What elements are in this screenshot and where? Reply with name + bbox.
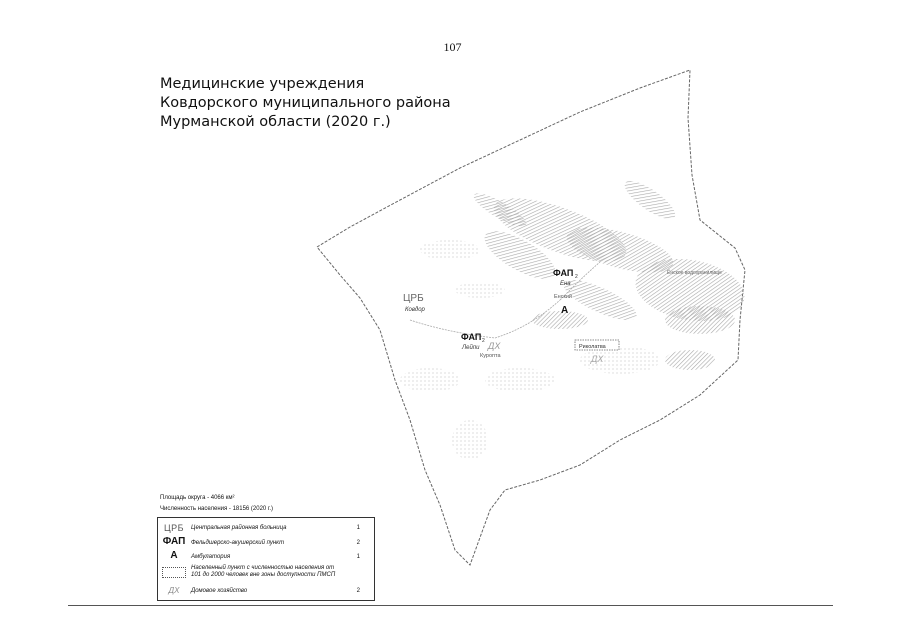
legend-count: 1: [356, 525, 360, 531]
legend-count: 1: [356, 554, 360, 560]
bottom-rule: [68, 605, 833, 606]
legend-row-fap: [158, 536, 374, 550]
fap-ena-label: Ена: [560, 281, 571, 287]
map-legend: [157, 517, 375, 601]
title-line-1: Медицинские учреждения: [160, 76, 365, 92]
legend-text: Домовое хозяйство: [191, 588, 248, 594]
amb-yonsky-label: Енский: [554, 294, 573, 300]
dx-kuropta-label: Куропта: [480, 353, 501, 359]
district-stats: [160, 493, 273, 515]
settlement-right-label: Ёнское водохранилище: [667, 270, 722, 276]
crb-kovdor-symbol: ЦРБ: [403, 293, 424, 304]
fap-leyp-symbol: ФАП: [461, 332, 482, 342]
fap-symbol: ФАП: [162, 536, 186, 547]
legend-count: 2: [356, 540, 360, 546]
legend-text: Центральная районная больница: [191, 525, 287, 531]
amb-yonsky-symbol: А: [561, 305, 569, 316]
fap-leyp-label: Лейпи: [462, 345, 480, 351]
dx-kuropta-symbol: ДХ: [488, 341, 501, 351]
legend-text: [191, 565, 335, 579]
legend-row-crb: [158, 522, 374, 536]
population-text: Численность населения - 18156 (2020 г.): [160, 506, 274, 512]
dx-symbol: ДХ: [168, 586, 180, 595]
title-line-3: Мурманской области (2020 г.): [160, 114, 391, 130]
fap-ena-symbol: ФАП: [553, 268, 574, 278]
dx-rikolatva-label: Риколатва: [579, 344, 606, 350]
crb-kovdor-label: Ковдор: [405, 307, 425, 313]
legend-text-line-1: Населенный пункт с численностью населения от: [191, 565, 335, 571]
settlement-box-symbol: [162, 567, 186, 578]
legend-row-dx: [158, 584, 374, 598]
dx-rikolatva-symbol: ДХ: [591, 354, 604, 364]
fap-leyp-count: 2: [482, 338, 485, 344]
legend-count: 2: [356, 588, 360, 594]
legend-text-line-2: 101 до 2000 человек вне зоны доступности ПМСП: [191, 572, 336, 578]
fap-ena-count: 2: [575, 274, 578, 280]
page-number: 107: [443, 40, 462, 54]
crb-symbol: ЦРБ: [163, 523, 185, 533]
title-line-2: Ковдорского муниципального района: [160, 95, 451, 111]
legend-text: Фельдшерско-акушерский пункт: [191, 540, 285, 546]
legend-text: Амбулатория: [191, 554, 231, 560]
legend-row-amb: [158, 550, 374, 564]
ambulatory-symbol: А: [170, 550, 178, 561]
legend-row-settlement: [158, 565, 374, 581]
area-text: Площадь округа - 4066 км²: [160, 495, 235, 501]
